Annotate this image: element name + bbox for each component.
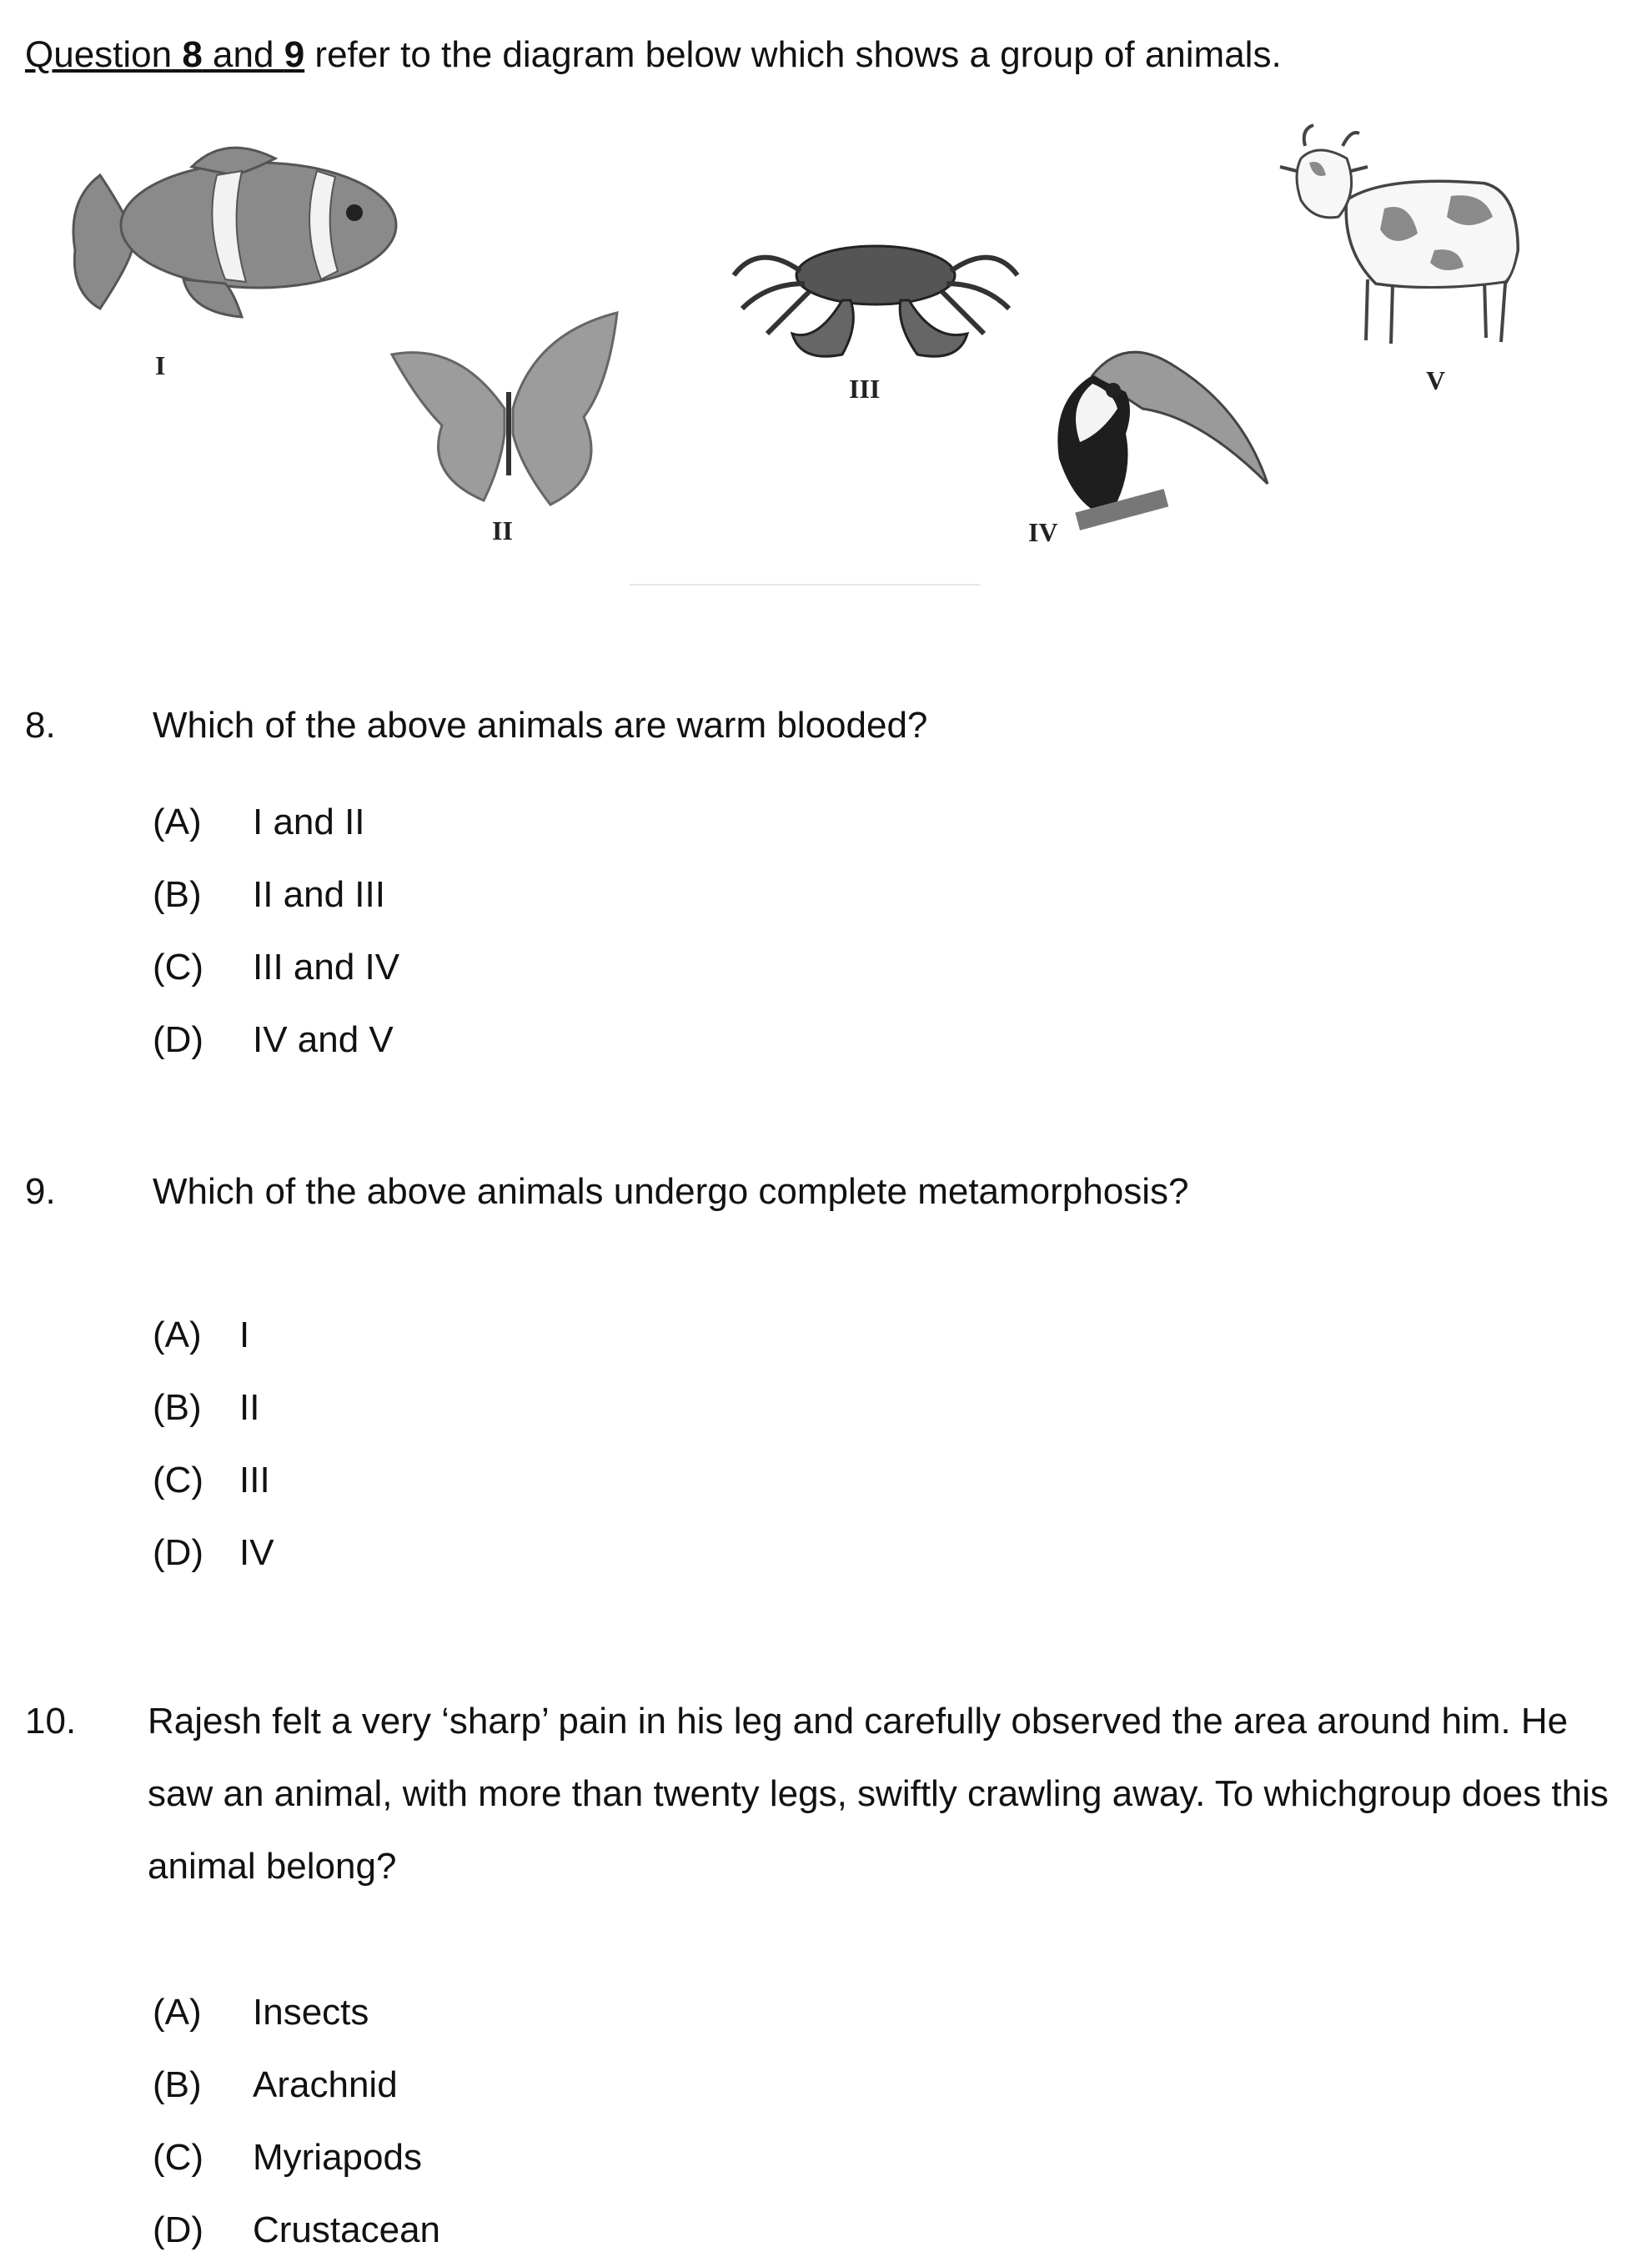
q9-option-b-text: II [239,1387,260,1428]
q10-option-b-letter: (B) [153,2064,202,2105]
q9-option-b-letter: (B) [153,1387,202,1428]
q8-option-a-letter: (A) [153,802,202,842]
label-iv: IV [1028,517,1058,547]
label-iii: III [849,374,881,404]
question-9-text: Which of the above animals undergo complete metamorphosis? [153,1171,1189,1212]
label-i: I [155,350,166,380]
cow-image [1268,125,1526,359]
intro-underlined: Question 8 and 9 [25,34,305,75]
q10-option-c-letter: (C) [153,2137,204,2178]
q8-option-d-text: IV and V [253,1019,394,1060]
q9-option-c-text: III [239,1460,270,1500]
butterfly-image [384,309,634,517]
crab-image [717,209,1034,375]
q10-option-a-letter: (A) [153,1992,202,2033]
question-8-text: Which of the above animals are warm blooded? [153,705,928,746]
q9-option-c-letter: (C) [153,1460,204,1500]
q9-option-d-text: IV [239,1532,274,1573]
q9-option-a-letter: (A) [153,1314,202,1355]
q8-option-c-letter: (C) [153,947,204,988]
animal-diagram [0,0,1652,634]
q9-option-a-text: I [239,1314,250,1355]
q8-option-b-text: II and III [253,874,385,915]
q8-option-d-letter: (D) [153,1019,204,1060]
q10-option-d-text: Crustacean [253,2209,441,2250]
label-v: V [1426,365,1446,395]
label-ii: II [492,515,513,545]
q10-option-b-text: Arachnid [253,2064,398,2105]
question-10-text: Rajesh felt a very ‘sharp’ pain in his leg and carefully observed the area around him. He saw an animal, with more than twenty legs, swiftly crawling away. To whichgroup does this animal belong? [148,1701,1609,1887]
question-10-number: 10. [25,1701,77,1742]
q8-option-b-letter: (B) [153,874,202,915]
toucan-image [1034,325,1284,542]
q9-option-d-letter: (D) [153,1532,204,1573]
question-9-number: 9. [25,1171,56,1212]
diagram-baseline [630,584,980,586]
intro-rest: refer to the diagram below which shows a group of animals. [304,34,1282,75]
q10-option-d-letter: (D) [153,2209,204,2250]
question-8-number: 8. [25,705,56,746]
q10-option-a-text: Insects [253,1992,369,2033]
q8-option-c-text: III and IV [253,947,400,988]
q8-option-a-text: I and II [253,802,365,842]
q10-option-c-text: Myriapods [253,2137,422,2178]
clownfish-image [67,125,400,325]
